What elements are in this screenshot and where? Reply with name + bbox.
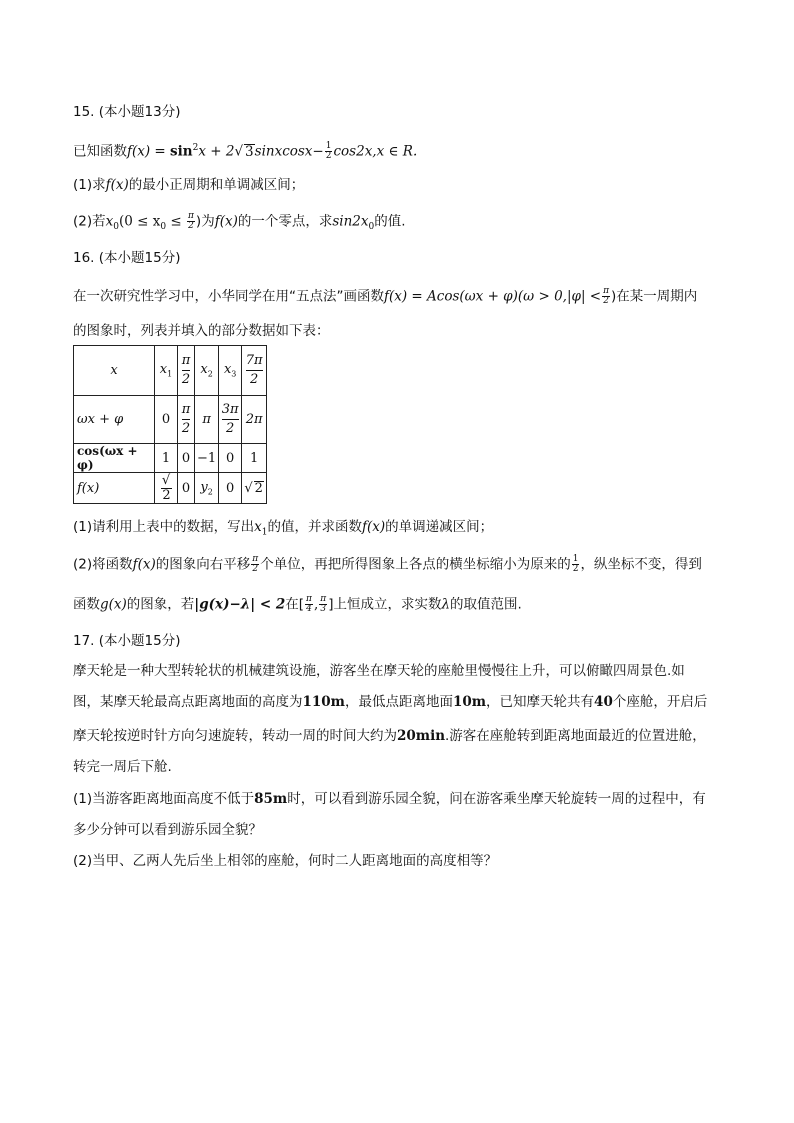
- q15-stem: 已知函数$f(x) = \sin^2x + 2√$ 3sinxcosx− $\frac{1}{2}$ cos2x,x ∈ R.: [73, 141, 418, 161]
- table-row: cos(ωx + φ) 1 0 −1 0 1: [74, 444, 267, 473]
- q16-stem-line2: 的图象时，列表并填入的部分数据如下表：: [73, 323, 330, 339]
- q17-part2: (2)当甲、乙两人先后坐上相邻的座舱，何时二人距离地面的高度相等？: [73, 853, 498, 869]
- q16-part2-cont: 函数g(x)的图象，若|g(x)−λ| < 2在[ $\frac{\pi}{4}$ , $\frac{\pi}{3}$ ]上恒成立，求实数λ的取值范围.: [73, 594, 522, 614]
- q15-part1: (1)求f(x)的最小正周期和单调减区间；: [73, 177, 305, 193]
- q17-line1: 摩天轮是一种大型转轮状的机械建筑设施，游客坐在摩天轮的座舱里慢慢往上升，可以俯瞰四周景色.如: [73, 663, 685, 679]
- fraction-half: $\frac{1}{2}$: [325, 141, 332, 161]
- q17-line2: 图，某摩天轮最高点距离地面的高度为110m，最低点距离地面10m，已知摩天轮共有40个座舱，开启后: [73, 694, 708, 710]
- q17-part1-cont: 多少分钟可以看到游乐园全貌？: [73, 822, 262, 838]
- q16-part2: (2)将函数f(x)的图象向右平移 $\frac{\pi}{2}$ 个单位，再把所得图象上各点的横坐标缩小为原来的 $\frac{1}{2}$ ，纵坐标不变，得到: [73, 554, 702, 574]
- q16-part1: (1)请利用上表中的数据，写出$x_1$的值，并求函数f(x)的单调递减区间；: [73, 519, 494, 538]
- q17-part1: (1)当游客距离地面高度不低于85m时，可以看到游乐园全貌，问在游客乘坐摩天轮旋转一周的过程中，有: [73, 791, 706, 807]
- q17-line3: 摩天轮按逆时针方向匀速旋转，转动一周的时间大约为20min.游客在座舱转到距离地面最近的位置进舱，: [73, 728, 706, 744]
- q15-part2: (2)若$x_0(0 \le x_0$ ≤ $\frac{\pi}{2}$ )为f(x)的一个零点，求$\sin 2x_0$的值.: [73, 211, 406, 233]
- five-point-table: [73, 345, 267, 504]
- q16-heading: 16. (本小题15分): [73, 250, 181, 266]
- q16-stem-line1: 在一次研究性学习中，小华同学在用“五点法”画函数f(x) = Acos(ωx + φ)(ω > 0,|φ| < $\frac{\pi}{2}$ )在某一周期内: [73, 286, 698, 306]
- q15-heading: 15. (本小题13分): [73, 104, 181, 120]
- table-row: f(x) √2 0 $y_2$ 0 √ 2: [74, 473, 267, 504]
- fraction-pi-2: $\frac{\pi}{2}$: [188, 211, 194, 231]
- q17-heading: 17. (本小题15分): [73, 633, 181, 649]
- table-row: x $x_1$ $\frac{\pi}{2}$ $x_2$ $x_3$ $\frac{7\pi}{2}$: [74, 346, 267, 396]
- q17-line4: 转完一周后下舱.: [73, 759, 172, 775]
- table-row: ωx + φ 0 $\frac{\pi}{2}$ π $\frac{3\pi}{2}$ 2π: [74, 396, 267, 444]
